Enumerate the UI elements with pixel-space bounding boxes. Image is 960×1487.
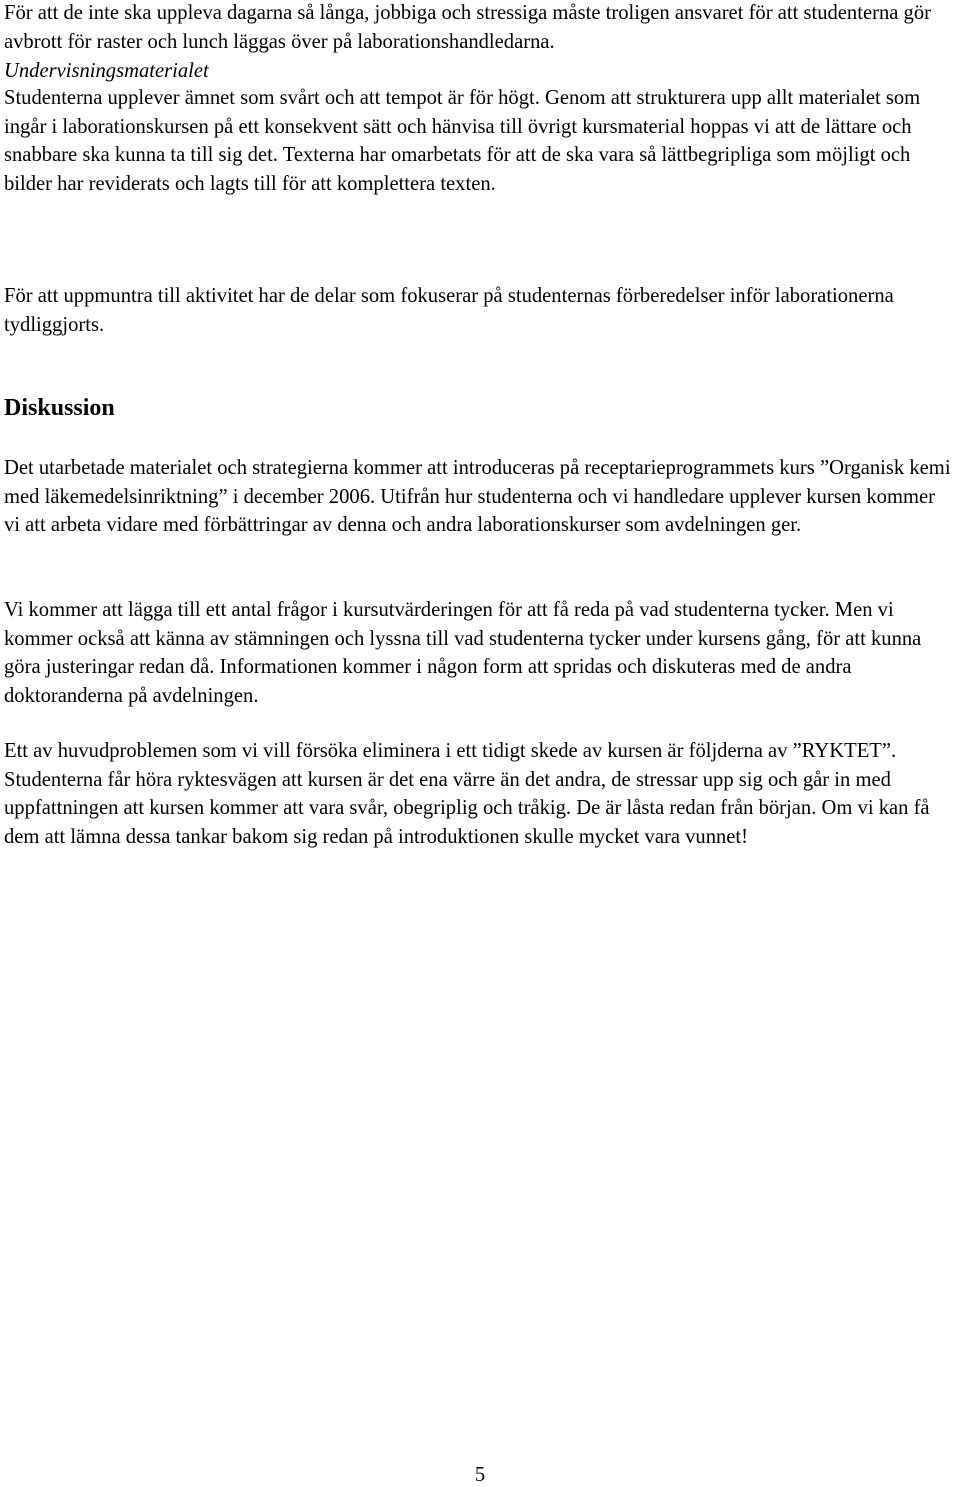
page-number: 5 (474, 1464, 486, 1486)
activity-paragraph: För att uppmuntra till aktivitet har de delar som fokuserar på studenternas förberedelser inför laborationerna tydliggjorts. (4, 285, 894, 336)
discussion-paragraph-2: Vi kommer att lägga till ett antal frågor i kursutvärderingen för att få reda på vad studenterna tycker. Men vi kommer också att känna av stämningen och lyssna till vad studenterna tycker under kursens gång, för att kunna göra justeringar redan då. Informationen kommer i någon form att spridas och diskuteras med de andra doktoranderna på avdelningen. (4, 599, 922, 707)
section-heading-diskussion: Diskussion (4, 395, 115, 421)
intro-paragraph: För att de inte ska uppleva dagarna så långa, jobbiga och stressiga måste troligen ansvaret för att studenterna gör avbrott för raster och lunch läggas över på laborationshandledarna. (4, 2, 931, 53)
document-page (4, 0, 956, 1487)
subheading-undervisningsmaterialet: Undervisningsmaterialet (4, 60, 209, 82)
discussion-paragraph-3: Ett av huvudproblemen som vi vill försöka eliminera i ett tidigt skede av kursen är följderna av ”RYKTET”. Studenterna får höra ryktesvägen att kursen är det ena värre än det andra, de stressar upp sig och går in med uppfattningen att kursen kommer att vara svår, obegriplig och tråkig. De är låsta redan från början. Om vi kan få dem att lämna dessa tankar bakom sig redan på introduktionen skulle mycket vara vunnet! (4, 740, 930, 848)
discussion-paragraph-1: Det utarbetade materialet och strategierna kommer att introduceras på receptarieprogrammets kurs ”Organisk kemi med läkemedelsinriktning” i december 2006. Utifrån hur studenterna och vi handledare upplever kursen kommer vi att arbeta vidare med förbättringar av denna och andra laborationskurser som avdelningen ger. (4, 457, 951, 537)
material-paragraph: Studenterna upplever ämnet som svårt och att tempot är för högt. Genom att strukturera upp allt materialet som ingår i laborationskursen på ett konsekvent sätt och hänvisa till övrigt kursmaterial hoppas vi att de lättare och snabbare ska kunna ta till sig det. Texterna har omarbetats för att de ska vara så lättbegripliga som möjligt och bilder har reviderats och lagts till för att komplettera texten. (4, 87, 921, 195)
